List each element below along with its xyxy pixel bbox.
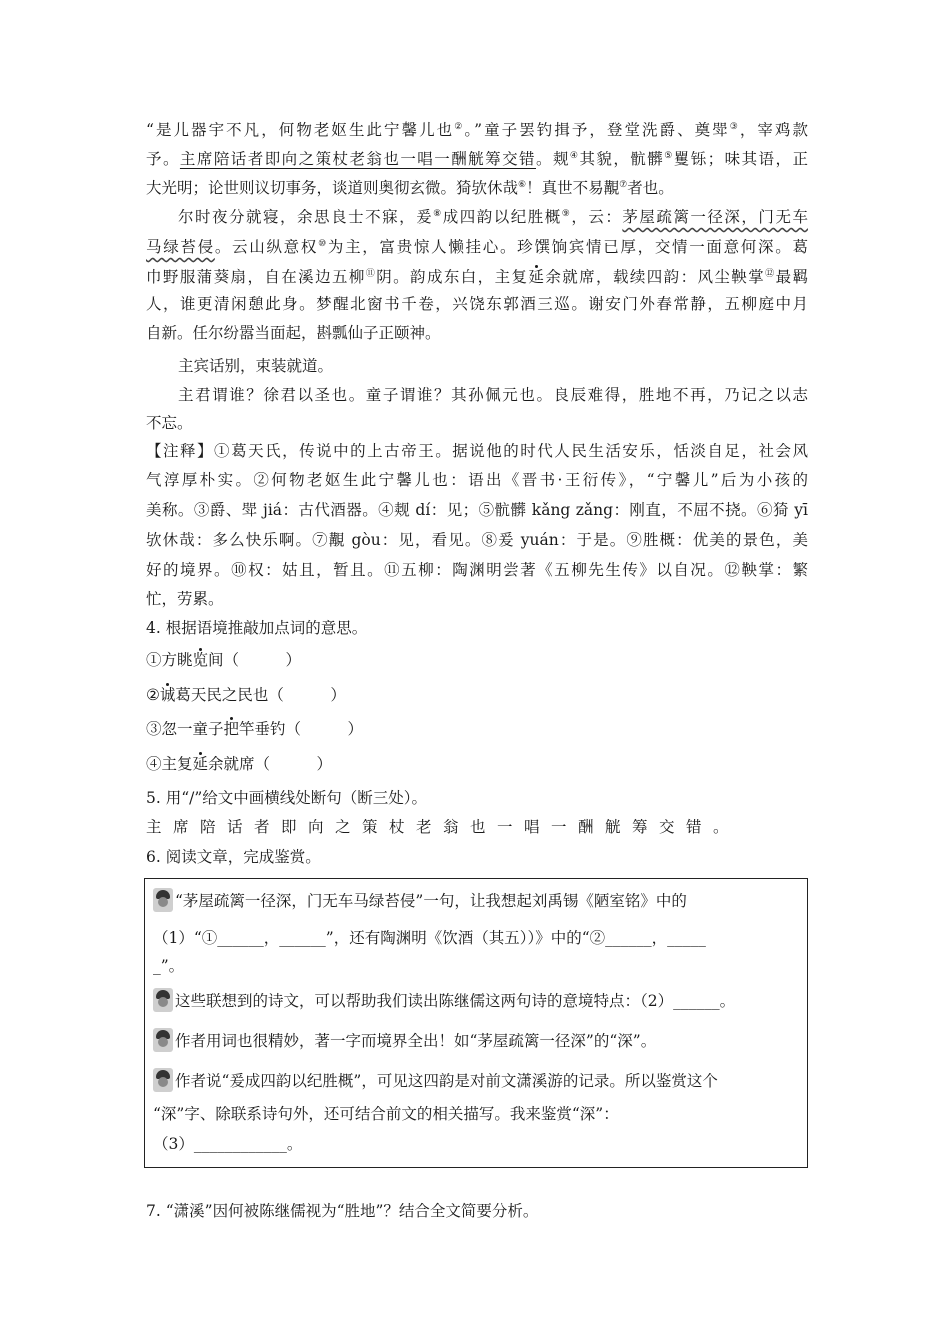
question-5-text: 主席陪话者即向之策杖老翁也一唱一酬觥筹交错。	[146, 818, 741, 836]
passage-line-3: 大光明；论世则议切事务，谈道则奥彻玄微。猗欤休哉⑥！真世不易覯⑦者也。	[146, 179, 674, 197]
box-line-7: “深”字、除联系诗句外，还可结合前文的相关描写。我来鉴赏“深”：	[153, 1105, 619, 1123]
passage-line-11: 不忘。	[146, 414, 193, 432]
underlined-sentence: 主席陪话者即向之策杖老翁也一唱一酬觥筹交错	[179, 150, 536, 168]
notes-line-3: 美称。③爵、斝 jiá：古代酒器。④觌 dí：见；⑤骯髒 kǎng zǎng：刚直，不屈不挠。⑥猗 yī	[146, 501, 808, 519]
wavy-underlined-verse: 茅屋疏篱一径深，门无车	[622, 208, 808, 226]
passage-line-1: “是儿器宇不凡，何物老妪生此宁馨儿也②。”童子罢钓揖予，登堂洗爵、奠斝③，宰鸡款	[146, 121, 808, 139]
box-line-6: 作者说“爰成四韵以纪胜概”，可见这四韵是对前文潇溪游的记录。所以鉴赏这个	[153, 1068, 718, 1092]
notes-line-6: 忙，劳累。	[146, 590, 224, 608]
notes-line-1: 【注释】①葛天氏，传说中的上古帝王。据说他的时代人民生活安乐，恬淡自足，社会风	[146, 442, 808, 460]
passage-line-7: 人，谁更清闲憩此身。梦醒北窗书千卷，兴饶东郭酒三巡。谢安门外春常静，五柳庭中月	[146, 295, 808, 313]
box-line-3: _”。	[153, 957, 185, 975]
question-4-item-2: ②诚葛天民之民也（ ）	[146, 686, 346, 704]
notes-line-5: 好的境界。⑩权：姑且，暂且。⑪五柳：陶渊明尝著《五柳先生传》以自况。⑫鞅掌：繁	[146, 561, 808, 579]
question-4-item-3: ③忽一童子把竿垂钓（ ）	[146, 720, 364, 738]
dotted-char: 延	[528, 268, 546, 286]
passage-line-5: 马绿苔侵。云山纵意权⑩为主，富贵惊人懒挂心。珍馔饷宾情已厚，交情一面意何深。葛	[146, 238, 808, 256]
student-avatar-icon	[153, 1028, 173, 1052]
question-6: 6. 阅读文章，完成鉴赏。	[146, 848, 321, 866]
appreciation-box	[144, 878, 808, 1168]
question-4: 4. 根据语境推敲加点词的意思。	[146, 619, 368, 637]
passage-line-10: 主君谓谁？徐君以圣也。童子谓谁？其孙佩元也。良辰难得，胜地不再，乃记之以志	[178, 386, 808, 404]
question-5: 5. 用“/”给文中画横线处断句（断三处）。	[146, 789, 428, 807]
box-line-4: 这些联想到的诗文，可以帮助我们读出陈继儒这两句诗的意境特点：（2）______。	[153, 988, 735, 1012]
student-avatar-icon	[153, 988, 173, 1012]
notes-line-4: 欤休哉：多么快乐啊。⑦覯 gòu：见，看见。⑧爰 yuán：于是。⑨胜概：优美的景色，美	[146, 531, 808, 549]
passage-line-6: 巾野服蒲葵扇，自在溪边五柳⑪阴。韵成东白，主复延余就席，载续四韵：风尘鞅掌⑫最羁	[146, 268, 808, 286]
question-4-item-1: ①方眺览间（ ）	[146, 651, 302, 669]
student-avatar-icon	[153, 1068, 173, 1092]
passage-line-8: 自新。任尔纷嚣当面起，斟瓢仙子正颐神。	[146, 324, 441, 342]
box-line-8: （3）____________。	[153, 1135, 303, 1153]
passage-line-4: 尔时夜分就寝，余思良士不寐，爰⑧成四韵以纪胜概⑨，云：茅屋疏篱一径深，门无车	[178, 208, 808, 226]
student-avatar-icon	[153, 888, 173, 912]
passage-line-2: 予。主席陪话者即向之策杖老翁也一唱一酬觥筹交错。觌④其貌，骯髒⑤矍铄；味其语，正	[146, 150, 808, 168]
wavy-underlined-verse-end: 马绿苔侵	[146, 238, 215, 256]
box-line-1: “茅屋疏篱一径深，门无车马绿苔侵”一句，让我想起刘禹锡《陋室铭》中的	[153, 888, 687, 912]
question-7: 7. “潇溪”因何被陈继儒视为“胜地”？结合全文简要分析。	[146, 1202, 539, 1220]
box-line-5: 作者用词也很精妙，著一字而境界全出！如“茅屋疏篱一径深”的“深”。	[153, 1028, 656, 1052]
passage-line-9: 主宾话别，束装就道。	[178, 357, 334, 375]
notes-line-2: 气淳厚朴实。②何物老妪生此宁馨儿也：语出《晋书·王衍传》，“宁馨儿”后为小孩的	[146, 471, 808, 489]
question-4-item-4: ④主复延余就席（ ）	[146, 755, 333, 773]
box-line-2: （1）“①______，______”，还有陶渊明《饮酒（其五））》中的“②______，_____	[153, 929, 706, 947]
